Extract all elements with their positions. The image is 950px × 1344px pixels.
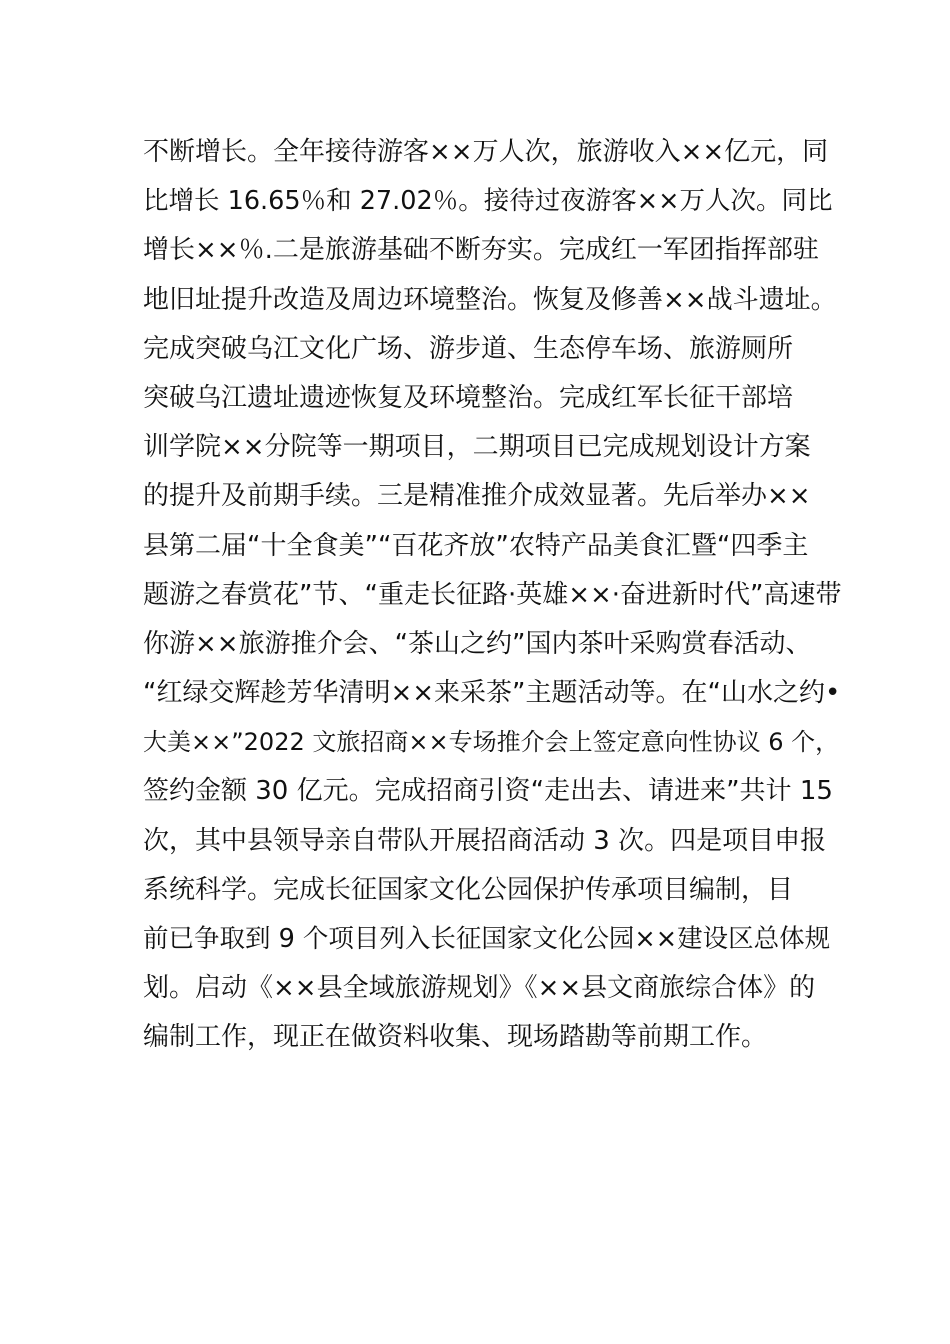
text-line: “红绿交辉趁芳华清明××来采茶”主题活动等。在“山水之约• bbox=[143, 678, 841, 709]
text-line: 划。启动《××县全域旅游规划》《××县文商旅综合体》的 bbox=[143, 973, 816, 1004]
text-line: 比增长 16.65％和 27.02％。接待过夜游客××万人次。同比 bbox=[143, 186, 833, 217]
text-line: 次，其中县领导亲自带队开展招商活动 3 次。四是项目申报 bbox=[143, 825, 827, 856]
text-line: 增长××％.二是旅游基础不断夯实。完成红一军团指挥部驻 bbox=[143, 235, 819, 266]
text-line: 训学院××分院等一期项目，二期项目已完成规划设计方案 bbox=[143, 432, 811, 463]
text-line: 系统科学。完成长征国家文化公园保护传承项目编制，目 bbox=[143, 874, 794, 905]
text-line: 突破乌江遗址遗迹恢复及环境整治。完成红军长征干部培 bbox=[143, 382, 794, 413]
text-line: 你游××旅游推介会、“茶山之约”国内茶叶采购赏春活动、 bbox=[143, 628, 812, 659]
text-line: 的提升及前期手续。三是精准推介成效显著。先后举办×× bbox=[143, 481, 811, 512]
text-line: 大美××”2022 文旅招商××专场推介会上签定意向性协议 6 个， bbox=[143, 728, 840, 757]
text-line: 编制工作，现正在做资料收集、现场踏勘等前期工作。 bbox=[143, 1022, 768, 1053]
text-line: 前已争取到 9 个项目列入长征国家文化公园××建设区总体规 bbox=[143, 924, 831, 954]
text-line: 题游之春赏花”节、“重走长征路·英雄××·奋进新时代”高速带 bbox=[143, 579, 842, 610]
text-line: 地旧址提升改造及周边环境整治。恢复及修善××战斗遗址。 bbox=[143, 284, 837, 315]
text-line: 签约金额 30 亿元。完成招商引资“走出去、请进来”共计 15 bbox=[143, 776, 833, 807]
text-line: 不断增长。全年接待游客××万人次，旅游收入××亿元，同 bbox=[143, 137, 829, 167]
text-line: 县第二届“十全食美”“百花齐放”农特产品美食汇暨“四季主 bbox=[143, 530, 809, 561]
body-paragraph bbox=[143, 128, 843, 1063]
text-line: 完成突破乌江文化广场、游步道、生态停车场、旅游厕所 bbox=[143, 333, 794, 364]
